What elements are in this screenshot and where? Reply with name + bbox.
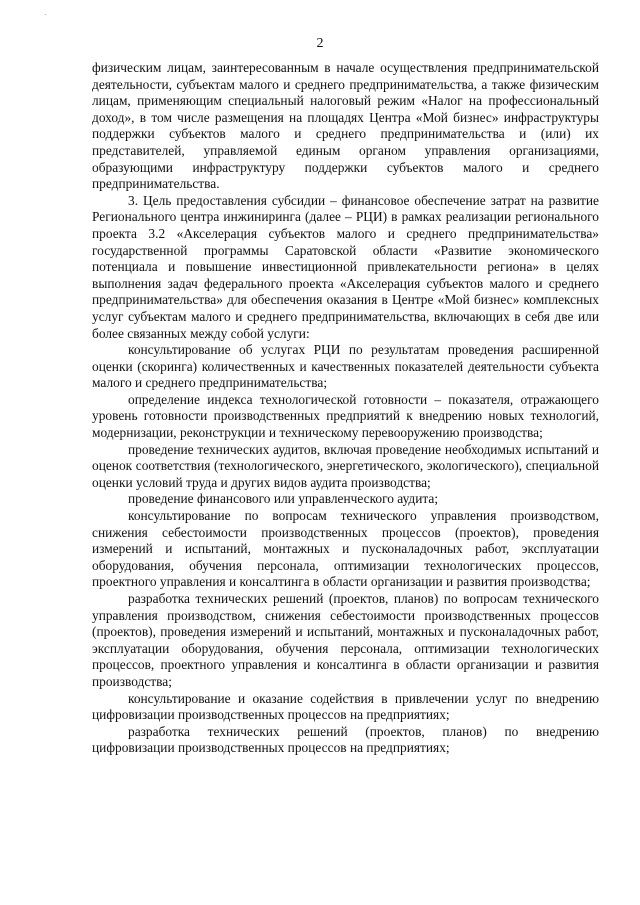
paragraph-2: 3. Цель предоставления субсидии – финансовое обеспечение затрат на развитие Регионального центра инжиниринга (далее – РЦИ) в рамках реализации регионального проекта 3.2 «Акселерация субъектов малого и среднего предпринимательства» государственной программы Саратовской области «Развитие экономического потенциала и повышение инвестиционной привлекательности региона» в целях выполнения задач федерального проекта «Акселерация субъектов малого и среднего предпринимательства» для обеспечения оказания в Центре «Мой бизнес» комплексных услуг субъектам малого и среднего предпринимательства, включающих в себя две или более связанных между собой услуги:: [92, 192, 599, 341]
list-item: разработка технических решений (проектов, планов) по внедрению цифровизации производственных процессов на предприятиях;: [92, 723, 599, 756]
page-number: 2: [316, 36, 324, 51]
list-item: консультирование об услугах РЦИ по результатам проведения расширенной оценки (скоринга) количественных и качественных показателей деятельности субъекта малого и среднего предпринимательства;: [92, 342, 599, 391]
list-item: проведение технических аудитов, включая проведение необходимых испытаний и оценок соответствия (технологического, энергетического, экологического), специальной оценки условий труда и других видов аудита производства;: [92, 441, 599, 490]
list-item: консультирование и оказание содействия в привлечении услуг по внедрению цифровизации производственных процессов на предприятиях;: [92, 690, 599, 723]
list-item: консультирование по вопросам технического управления производством, снижения себестоимости производственных процессов (проектов), проведения измерений и испытаний, монтажных и пусконаладочных работ, эксплуатации оборудования, обучения персонала, оптимизации технологических процессов, проектного управления и консалтинга в области организации и развития производства;: [92, 508, 599, 590]
corner-mark: ·: [44, 11, 47, 19]
list-item: определение индекса технологической готовности – показателя, отражающего уровень готовности производственных предприятий к внедрению новых технологий, модернизации, реконструкции и техническому перевооружению производства;: [92, 391, 599, 441]
document-body: [92, 60, 599, 757]
paragraph-1: физическим лицам, заинтересованным в начале осуществления предпринимательской деятельности, субъектам малого и среднего предпринимательства, а также физическим лицам, применяющим специальный налоговый режим «Налог на профессиональный доход», в том числе размещения на площадях Центра «Мой бизнес» инфраструктуры поддержки субъектов малого и среднего предпринимательства и (или) их представителей, управляемой единым органом управления организациями, образующими инфраструктуру поддержки субъектов малого и среднего предпринимательства.: [92, 60, 599, 192]
list-item: проведение финансового или управленческого аудита;: [128, 491, 439, 507]
list-item: разработка технических решений (проектов, планов) по вопросам технического управления производством, снижения себестоимости производственных процессов (проектов), проведения измерений и испытаний, монтажных и пусконаладочных работ, эксплуатации оборудования, обучения персонала, оптимизации технологических процессов, проектного управления и консалтинга в области организации и развития производства;: [92, 591, 599, 689]
